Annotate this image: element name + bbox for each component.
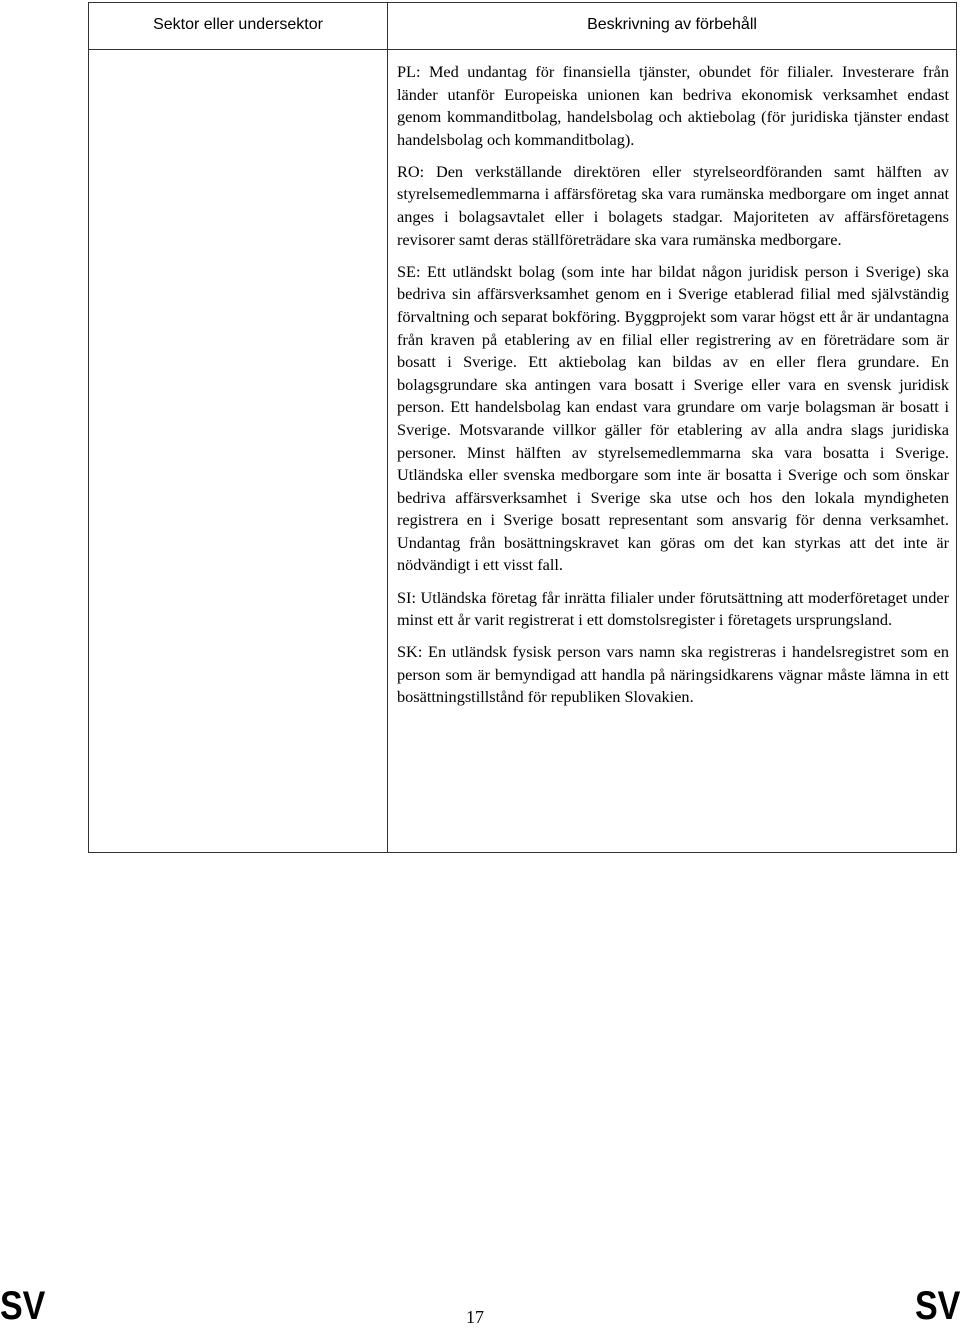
paragraph-sk: SK: En utländsk fysisk person vars namn ska registreras i handelsregistret som en person som är bemyndigad att handla på näringsidkarens vägnar måste lämna in ett bosättningstillstånd för republiken Slovakien. [397,642,949,707]
paragraph-pl: PL: Med undantag för finansiella tjänster, obundet för filialer. Investerare från länder utanför Europeiska unionen kan bedriva ekonomisk verksamhet endast genom kommanditbolag, handelsbolag och aktiebolag (för juridiska tjänster endast handelsbolag och kommanditbolag). [397,62,949,149]
table-header-row [89,3,956,50]
paragraph-se: SE: Ett utländskt bolag (som inte har bildat någon juridisk person i Sverige) ska bedriva sin affärsverksamhet genom en i Sverige etablerad filial med självständig förvaltning och separat bokföring. Byggprojekt som varar högst ett år är undantagna från kraven på etablering av en filial eller registrering av en företrädare som är bosatt i Sverige. Ett aktiebolag kan bildas av en eller flera grundare. En bolagsgrundare ska antingen vara bosatt i Sverige eller vara en svensk juridisk person. Ett handelsbolag kan endast vara grundare om varje bolagsman är bosatt i Sverige. Motsvarande villkor gäller för etablering av alla andra slags juridiska personer. Minst hälften av styrelsemedlemmarna ska vara bosatta i Sverige. Utländska eller svenska medborgare som inte är bosatta i Sverige och som önskar bedriva affärsverksamhet i Sverige ska utse och hos den lokala myndigheten registrera en i Sverige bosatt representant som ansvarig för denna verksamhet. Undantag från bosättningskravet kan göras om det kan styrkas att det inte är nödvändigt i ett visst fall. [397,261,949,575]
description-cell [397,61,949,719]
header-description: Beskrivning av förbehåll [587,16,757,33]
footer-language-left: SV [0,1284,46,1328]
page-number: 17 [466,1307,484,1327]
header-sector: Sektor eller undersektor [153,16,323,33]
paragraph-si: SI: Utländska företag får inrätta filialer under förutsättning att moderföretaget under minst ett år varit registrerat i ett domstolsregister i företagets ursprungsland. [397,587,949,630]
column-divider [387,3,388,852]
paragraph-ro: RO: Den verkställande direktören eller styrelseordföranden samt hälften av styrelsemedlemmarna i affärsföretag ska vara rumänska medborgare om inget annat anges i bolagsavtalet eller i bolagets stadgar. Majoriteten av affärsföretagens revisorer samt deras ställföreträdare ska vara rumänska medborgare. [397,161,949,249]
reservations-table [88,2,957,853]
footer-language-right: SV [914,1284,960,1328]
